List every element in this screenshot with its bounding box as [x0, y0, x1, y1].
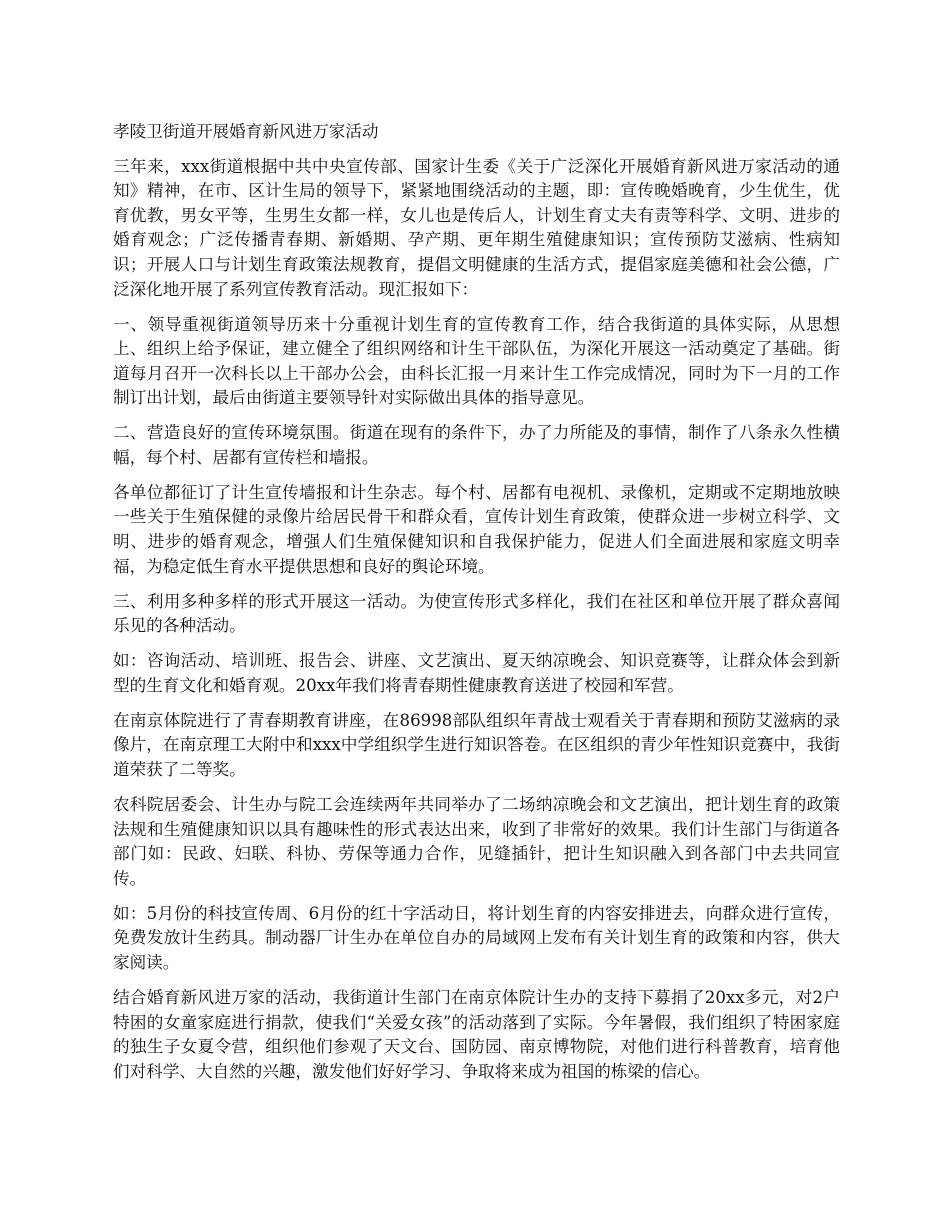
paragraph-forms: 三、利用多种多样的形式开展这一活动。为使宣传形式多样化，我们在社区和单位开展了群众喜闻乐见的各种活动。: [113, 591, 840, 636]
paragraph-activities: 如：咨询活动、培训班、报告会、讲座、文艺演出、夏天纳凉晚会、知识竞赛等，让群众体会到新型的生育文化和婚育观。20xx年我们将青春期性健康教育送进了校园和军营。: [113, 651, 840, 695]
document-page: [113, 120, 840, 1095]
paragraph-publicity: 如：5月份的科技宣传周、6月份的红十字活动日，将计划生育的内容安排进去，向群众进行宣传，免费发放计生药具。制动器厂计生办在单位自办的局域网上发布有关计划生育的政策和内容，供大家阅读。: [113, 903, 840, 972]
paragraph-leadership: 一、领导重视街道领导历来十分重视计划生育的宣传教育工作，结合我街道的具体实际，从思想上、组织上给予保证，建立健全了组织网络和计生干部队伍，为深化开展这一活动奠定了基础。街道每月召开一次科长以上干部办公会，由科长汇报一月来计生工作完成情况，同时为下一月的工作制订出计划，最后由街道主要领导针对实际做出具体的指导意见。: [113, 314, 840, 408]
paragraph-donations: 结合婚育新风进万家的活动，我街道计生部门在南京体院计生办的支持下募捐了20xx多元，对2户特困的女童家庭进行捐款，使我们“关爱女孩”的活动落到了实际。今年暑假，我们组织了特困家庭的独生子女夏令营，组织他们参观了天文台、国防园、南京博物院，对他们进行科普教育，培育他们对科学、大自然的兴趣，激发他们好好学习、争取将来成为祖国的栋梁的信心。: [113, 987, 840, 1081]
document-title: 孝陵卫街道开展婚育新风进万家活动: [113, 122, 379, 141]
paragraph-environment: 二、营造良好的宣传环境氛围。街道在现有的条件下，办了力所能及的事情，制作了八条永久性横幅，每个村、居都有宣传栏和墙报。: [113, 423, 840, 467]
paragraph-intro: 三年来，xxx街道根据中共中央宣传部、国家计生委《关于广泛深化开展婚育新风进万家活动的通知》精神，在市、区计生局的领导下，紧紧地围绕活动的主题，即：宣传晚婚晚育，少生优生，优育优教，男女平等，生男生女都一样，女儿也是传后人，计划生育丈夫有责等科学、文明、进步的婚育观念；广泛传播青春期、新婚期、孕产期、更年期生殖健康知识；宣传预防艾滋病、性病知识；开展人口与计划生育政策法规教育，提倡文明健康的生活方式，提倡家庭美德和社会公德，广泛深化地开展了系列宣传教育活动。现汇报如下：: [113, 156, 840, 299]
paragraph-performances: 农科院居委会、计生办与院工会连续两年共同举办了二场纳凉晚会和文艺演出，把计划生育的政策法规和生殖健康知识以具有趣味性的形式表达出来，收到了非常好的效果。我们计生部门与街道各部门如：民政、妇联、科协、劳保等通力合作，见缝插针，把计生知识融入到各部门中去共同宣传。: [113, 794, 840, 888]
paragraph-units: 各单位都征订了计生宣传墙报和计生杂志。每个村、居都有电视机、录像机，定期或不定期地放映一些关于生殖保健的录像片给居民骨干和群众看，宣传计划生育政策，使群众进一步树立科学、文明、进步的婚育观念，增强人们生殖保健知识和自我保护能力，促进人们全面进展和家庭文明幸福，为稳定低生育水平提供思想和良好的舆论环境。: [113, 482, 840, 576]
paragraph-lectures: 在南京体院进行了青春期教育讲座，在86998部队组织年青战士观看关于青春期和预防艾滋病的录像片，在南京理工大附中和xxx中学组织学生进行知识答卷。在区组织的青少年性知识竞赛中，我街道荣获了二等奖。: [113, 710, 840, 779]
